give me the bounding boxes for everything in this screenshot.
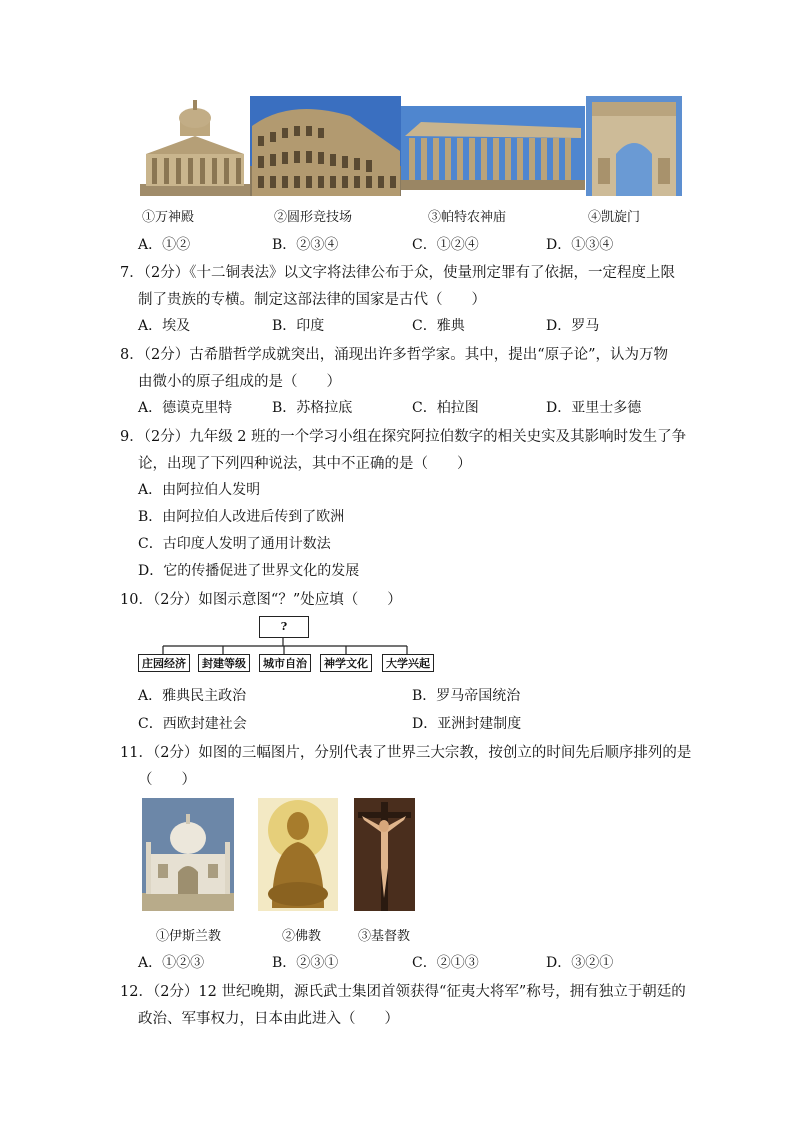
question-text: 9．（2分）九年级 2 班的一个学习小组在探究阿拉伯数字的相关史实及其影响时发生了争: [120, 429, 687, 445]
image-caption: ③基督教: [358, 929, 411, 944]
question-text: 制了贵族的专横。制定这部法律的国家是古代（ ）: [138, 292, 486, 308]
option-c[interactable]: C．西欧封建社会: [138, 716, 247, 732]
option-a[interactable]: A．①②③: [138, 955, 205, 971]
option-a[interactable]: A．①②: [138, 237, 191, 253]
option-b[interactable]: B．罗马帝国统治: [412, 688, 521, 704]
question-text: 7．（2分）《十二铜表法》以文字将法律公布于众，使量刑定罪有了依据，一定程度上限: [120, 265, 675, 281]
option-c[interactable]: C．柏拉图: [412, 400, 479, 416]
image-caption: ③帕特农神庙: [428, 210, 507, 225]
question-text: 由微小的原子组成的是（ ）: [138, 374, 341, 390]
option-b[interactable]: B．②③①: [272, 955, 339, 971]
mosque-image: [142, 798, 234, 911]
option-c[interactable]: C．古印度人发明了通用计数法: [138, 536, 331, 552]
option-a[interactable]: A．由阿拉伯人发明: [138, 482, 261, 498]
option-d[interactable]: D．亚里士多德: [546, 400, 642, 416]
image-caption: ①万神殿: [142, 210, 195, 225]
option-d[interactable]: D．亚洲封建制度: [412, 716, 522, 732]
option-a[interactable]: A．德谟克里特: [138, 400, 233, 416]
option-b[interactable]: B．由阿拉伯人改进后传到了欧洲: [138, 509, 345, 525]
question-text: 8．（2分）古希腊哲学成就突出，涌现出许多哲学家。其中，提出“原子论”，认为万物: [120, 347, 669, 363]
question-text: 论，出现了下列四种说法，其中不正确的是（ ）: [138, 456, 472, 472]
question-text: （ ）: [138, 772, 196, 788]
option-b[interactable]: B．②③④: [272, 237, 339, 253]
option-d[interactable]: D．罗马: [546, 318, 600, 334]
option-b[interactable]: B．印度: [272, 318, 325, 334]
image-caption: ②圆形竞技场: [274, 210, 353, 225]
arc-de-triomphe-image: [586, 96, 682, 196]
image-caption: ①伊斯兰教: [156, 929, 222, 944]
diagram-box: 神学文化: [320, 654, 372, 672]
image-caption: ④凯旋门: [588, 210, 641, 225]
option-c[interactable]: C．①②④: [412, 237, 479, 253]
option-c[interactable]: C．②①③: [412, 955, 479, 971]
option-d[interactable]: D．③②①: [546, 955, 614, 971]
question-text: 10．（2分）如图示意图“？”处应填（ ）: [120, 592, 402, 608]
option-d[interactable]: D．它的传播促进了世界文化的发展: [138, 563, 360, 579]
pantheon-image: [140, 96, 250, 196]
crucifix-image: [354, 798, 415, 911]
option-c[interactable]: C．雅典: [412, 318, 465, 334]
colosseum-image: [250, 96, 401, 196]
buddha-image: [258, 798, 338, 911]
diagram-box: 城市自治: [259, 654, 311, 672]
option-d[interactable]: D．①③④: [546, 237, 614, 253]
diagram-box: 大学兴起: [382, 654, 434, 672]
diagram-top-box: ?: [259, 616, 309, 638]
question-text: 11．（2分）如图的三幅图片，分别代表了世界三大宗教，按创立的时间先后顺序排列的是: [120, 745, 692, 761]
concept-diagram: [136, 614, 436, 676]
image-caption: ②佛教: [282, 929, 322, 944]
diagram-box: 封建等级: [198, 654, 250, 672]
question-text: 政治、军事权力，日本由此进入（ ）: [138, 1011, 399, 1027]
diagram-box: 庄园经济: [138, 654, 190, 672]
option-b[interactable]: B．苏格拉底: [272, 400, 353, 416]
parthenon-image: [401, 106, 585, 190]
option-a[interactable]: A．埃及: [138, 318, 191, 334]
question-text: 12．（2分）12 世纪晚期，源氏武士集团首领获得“征夷大将军”称号，拥有独立于朝廷的: [120, 984, 686, 1000]
option-a[interactable]: A．雅典民主政治: [138, 688, 247, 704]
